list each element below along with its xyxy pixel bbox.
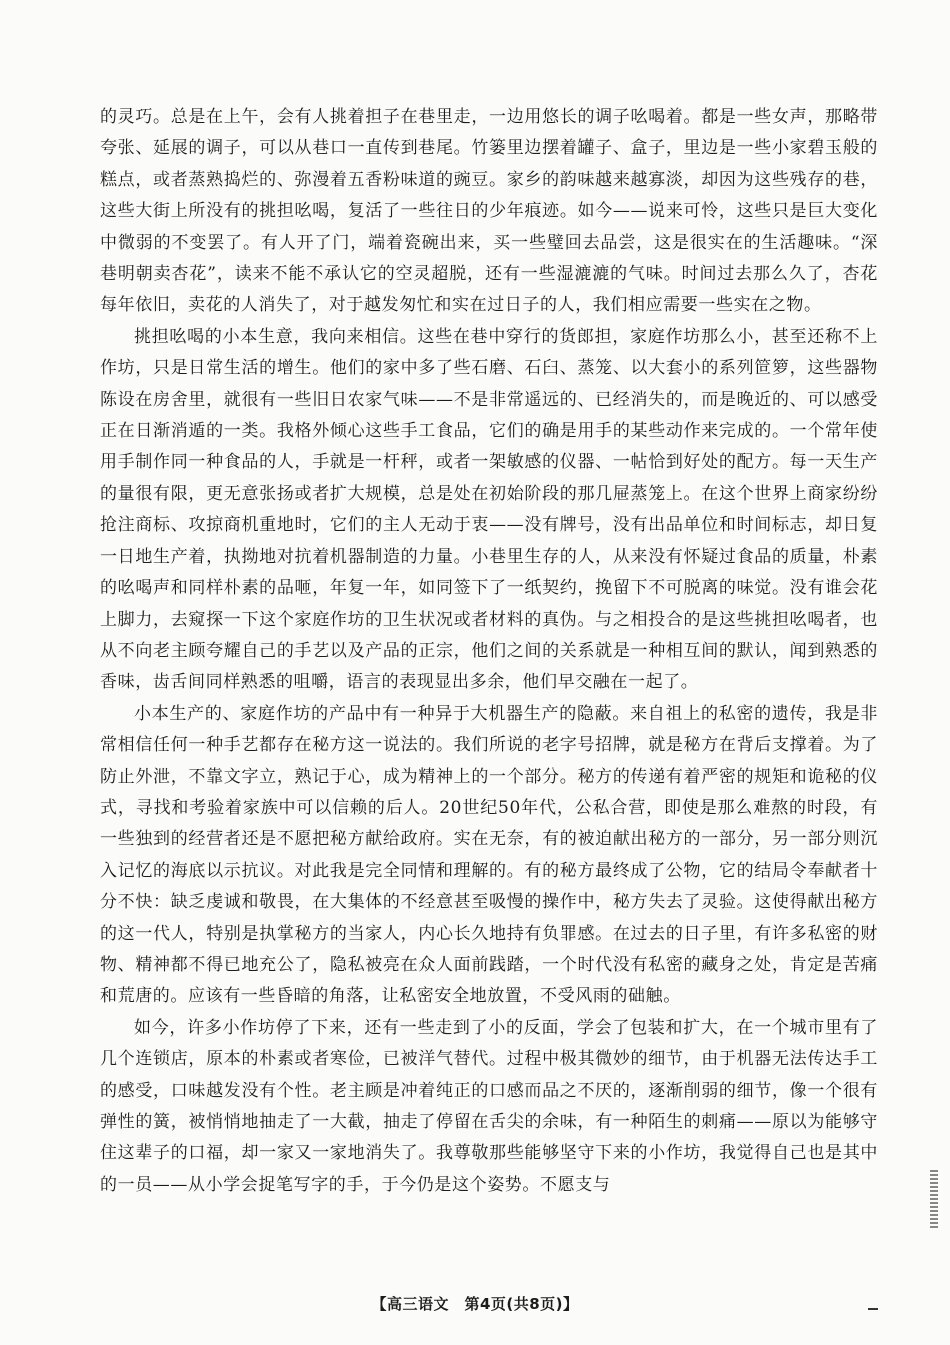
- page-footer: 【高三语文 第4页(共8页)】: [371, 1295, 579, 1313]
- footer-dash-mark: [868, 1308, 878, 1310]
- article-body: [100, 102, 878, 1201]
- scan-margin-mark: [930, 1170, 938, 1230]
- paragraph-1: 的灵巧。总是在上午，会有人挑着担子在巷里走，一边用悠长的调子吆喝着。都是一些女声，那略带夸张、延展的调子，可以从巷口一直传到巷尾。竹篓里边摆着罐子、盒子，里边是一些小家碧玉般的糕点，或者蒸熟捣烂的、弥漫着五香粉味道的豌豆。家乡的韵味越来越寡淡，却因为这些残存的巷，这些大街上所没有的挑担吆喝，复活了一些往日的少年痕迹。如今——说来可怜，这些只是巨大变化中微弱的不变罢了。有人开了门，端着瓷碗出来，买一些璧回去品尝，这是很实在的生活趣味。“深巷明朝卖杏花”，读来不能不承认它的空灵超脱，还有一些湿漉漉的气味。时间过去那么久了，杏花每年依旧，卖花的人消失了，对于越发匆忙和实在过日子的人，我们相应需要一些实在之物。: [100, 107, 878, 316]
- paragraph-3: 小本生产的、家庭作坊的产品中有一种异于大机器生产的隐蔽。来自祖上的私密的遗传，我是非常相信任何一种手艺都存在秘方这一说法的。我们所说的老字号招牌，就是秘方在背后支撑着。为了防止外泄，不靠文字立，熟记于心，成为精神上的一个部分。秘方的传递有着严密的规矩和诡秘的仪式，寻找和考验着家族中可以信赖的后人。20世纪50年代，公私合营，即使是那么难熬的时段，有一些独到的经营者还是不愿把秘方献给政府。实在无奈，有的被迫献出秘方的一部分，另一部分则沉入记忆的海底以示抗议。对此我是完全同情和理解的。有的秘方最终成了公物，它的结局令奉献者十分不快：缺乏虔诚和敬畏，在大集体的不经意甚至吸慢的操作中，秘方失去了灵验。这使得献出秘方的这一代人，特别是执掌秘方的当家人，内心长久地持有负罪感。在过去的日子里，有许多私密的财物、精神都不得已地充公了，隐私被亮在众人面前践踏，一个时代没有私密的藏身之处，肯定是苦痛和荒唐的。应该有一些昏暗的角落，让私密安全地放置，不受风雨的础触。: [100, 703, 878, 1007]
- paragraph-2: 挑担吆喝的小本生意，我向来相信。这些在巷中穿行的货郎担，家庭作坊那么小，甚至还称不上作坊，只是日常生活的增生。他们的家中多了些石磨、石臼、蒸笼、以大套小的系列笸箩，这些器物陈设在房舍里，就很有一些旧日农家气味——不是非常遥远的、已经消失的，而是晚近的、可以感受正在日渐消遁的一类。我格外倾心这些手工食品，它们的确是用手的某些动作来完成的。一个常年使用手制作同一种食品的人，手就是一杆秤，或者一架敏感的仪器、一帖恰到好处的配方。每一天生产的量很有限，更无意张扬或者扩大规模，总是处在初始阶段的那几屉蒸笼上。在这个世界上商家纷纷抢注商标、攻掠商机重地时，它们的主人无动于衷——没有牌号，没有出品单位和时间标志，却日复一日地生产着，执拗地对抗着机器制造的力量。小巷里生存的人，从来没有怀疑过食品的质量，朴素的吆喝声和同样朴素的品咂，年复一年，如同签下了一纸契约，挽留下不可脱离的味觉。没有谁会花上脚力，去窥探一下这个家庭作坊的卫生状况或者材料的真伪。与之相投合的是这些挑担吆喝者，也从不向老主顾夸耀自己的手艺以及产品的正宗，他们之间的关系就是一种相互间的默认，闻到熟悉的香味，齿舌间同样熟悉的咀嚼，语言的表现显出多余，他们早交融在一起了。: [100, 326, 878, 693]
- paragraph-4: 如今，许多小作坊停了下来，还有一些走到了小的反面，学会了包装和扩大，在一个城市里有了几个连锁店，原本的朴素或者寒俭，已被洋气替代。过程中极其微妙的细节，由于机器无法传达手工的感受，口味越发没有个性。老主顾是冲着纯正的口感而品之不厌的，逐渐削弱的细节，像一个很有弹性的簧，被悄悄地抽走了一大截，抽走了停留在舌尖的余味，有一种陌生的刺痛——原以为能够守住这辈子的口福，却一家又一家地消失了。我尊敬那些能够坚守下来的小作坊，我觉得自己也是其中的一员——从小学会捉笔写字的手，于今仍是这个姿势。不愿支与: [100, 1017, 878, 1195]
